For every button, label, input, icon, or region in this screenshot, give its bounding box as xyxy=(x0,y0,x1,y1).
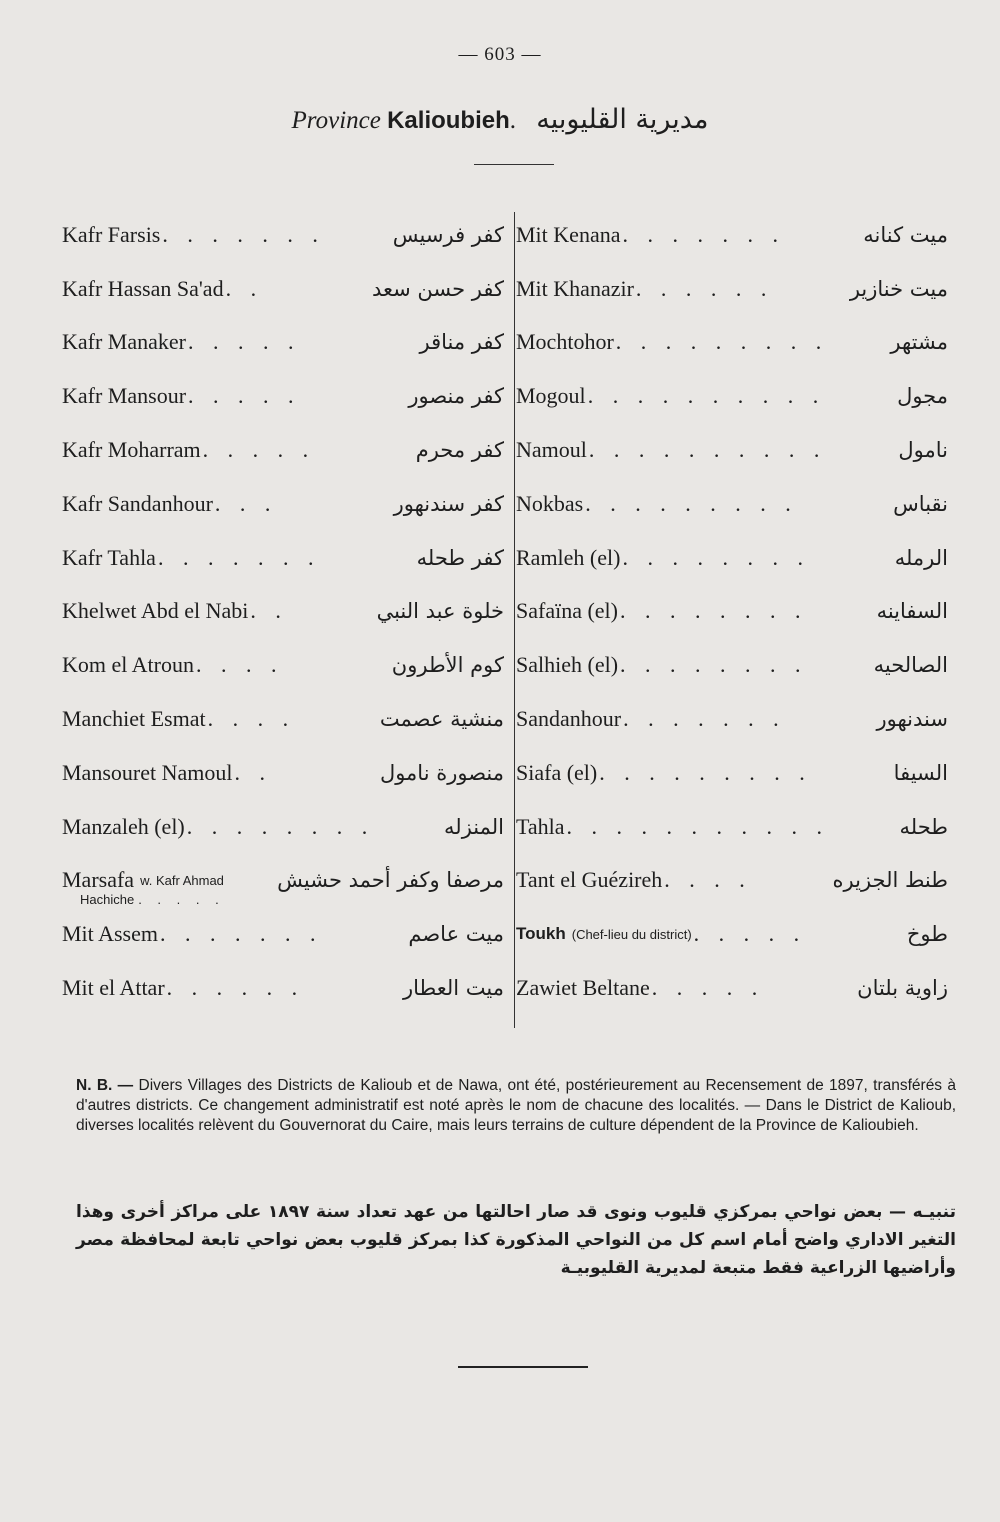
locality-row xyxy=(516,692,954,746)
locality-arabic-name: طحله xyxy=(899,814,948,839)
locality-row xyxy=(516,369,954,423)
locality-name: Kafr Manaker xyxy=(62,329,186,355)
leader-dots: . . . . . . . xyxy=(623,706,786,732)
locality-arabic-name: كفر طحله xyxy=(416,545,504,570)
locality-name: Mit el Attar xyxy=(62,975,165,1001)
leader-dots: . . xyxy=(250,598,288,624)
leader-dots: . . . . . . . . . . . xyxy=(566,813,830,839)
locality-name: Kom el Atroun xyxy=(62,652,194,678)
locality-name: Manzaleh (el) xyxy=(62,813,185,839)
locality-name: Khelwet Abd el Nabi xyxy=(62,598,249,624)
locality-name: Toukh xyxy=(516,924,566,944)
locality-arabic-name: كفر حسن سعد xyxy=(371,276,504,301)
locality-row xyxy=(62,585,510,639)
locality-name: Mogoul xyxy=(516,383,586,409)
continuation-text: Hachiche xyxy=(80,891,135,907)
locality-row xyxy=(62,907,510,961)
locality-row xyxy=(516,638,954,692)
locality-name-continuation xyxy=(80,892,225,907)
leader-dots: . . . . . . . xyxy=(162,221,325,247)
leader-dots: . . . . . . . . xyxy=(186,813,375,839)
locality-row xyxy=(62,692,510,746)
leader-dots: . . . . . . . . xyxy=(620,652,808,678)
locality-name: Ramleh (el) xyxy=(516,544,621,570)
french-note xyxy=(76,1076,956,1136)
locality-name: Kafr Tahla xyxy=(62,544,156,570)
locality-name: Kafr Sandanhour xyxy=(62,490,213,516)
page-number: — 603 — xyxy=(458,44,542,65)
locality-name: Mit Kenana xyxy=(516,221,621,247)
locality-arabic-name: مرصفا وكفر أحمد حشيش xyxy=(277,868,504,893)
leader-dots: . . . . xyxy=(664,867,752,893)
locality-arabic-name: زاوية بلتان xyxy=(857,976,948,1001)
title-arabic: مديرية القليوبيه xyxy=(536,104,709,135)
leader-dots: . . . . . . . . . xyxy=(615,329,829,355)
locality-row xyxy=(62,477,510,531)
leader-dots: . . . . . . . . . . xyxy=(587,383,826,409)
locality-row xyxy=(516,423,954,477)
locality-name: Tahla xyxy=(516,813,565,839)
locality-arabic-name: سندنهور xyxy=(876,707,948,732)
locality-row xyxy=(62,208,510,262)
locality-arabic-name: نقباس xyxy=(893,491,948,516)
leader-dots: . . . . . xyxy=(202,437,316,463)
locality-arabic-name: ميت كنانه xyxy=(863,222,948,247)
leader-dots: . . . . xyxy=(207,706,296,732)
title-province-name: Kalioubieh xyxy=(387,107,510,134)
leader-dots: . . . . . . . xyxy=(622,221,785,247)
locality-arabic-name: السيفا xyxy=(893,760,948,785)
locality-row xyxy=(62,423,510,477)
leader-dots: . . . . . xyxy=(138,891,225,907)
leader-dots: . . . . . xyxy=(188,383,301,409)
locality-row xyxy=(516,531,954,585)
arabic-note: تنبيـه — بعض نواحي بمركزي قليوب ونوى قد صار احالتها من عهد تعداد سنة ١٨٩٧ على مراكز أخرى وهذا التغير الاداري واضح أمام اسم كل من النواحي المذكورة كذا بمركز قليوب بعض نواحي تابعة لمحافظة مصر وأراضيها الزراعية فقط متبعة لمديرية القليوبيـة xyxy=(76,1202,956,1278)
leader-dots: . . . . . xyxy=(693,921,807,947)
locality-arabic-name: كوم الأطرون xyxy=(391,653,504,678)
locality-name: Siafa (el) xyxy=(516,759,598,785)
leader-dots: . . . . . . . . xyxy=(620,598,808,624)
locality-row xyxy=(516,961,954,1015)
locality-row xyxy=(62,961,510,1015)
note-label: N. B. — xyxy=(76,1077,134,1094)
locality-arabic-name: كفر مناقر xyxy=(419,330,504,355)
locality-name: Sandanhour xyxy=(516,706,622,732)
locality-name: Safaïna (el) xyxy=(516,598,618,624)
column-divider xyxy=(514,212,515,1028)
locality-row xyxy=(62,316,510,370)
locality-name: Kafr Farsis xyxy=(62,221,161,247)
locality-name: Marsafa xyxy=(62,867,135,893)
locality-row xyxy=(516,316,954,370)
title-prefix: Province xyxy=(291,107,381,134)
locality-arabic-name: طنط الجزيره xyxy=(832,868,948,893)
leader-dots: . . . . . . . xyxy=(159,921,323,947)
locality-arabic-name: ميت العطار xyxy=(402,976,504,1001)
locality-row xyxy=(62,369,510,423)
locality-arabic-name: منصورة نامول xyxy=(379,760,504,785)
locality-row xyxy=(62,638,510,692)
leader-dots: . . . . xyxy=(196,652,284,678)
leader-dots: . . . . . . . . . . xyxy=(588,437,827,463)
leader-dots: . . . . . xyxy=(188,329,301,355)
locality-row xyxy=(516,208,954,262)
leader-dots: . . . . . . xyxy=(635,275,774,301)
page-title: Province Kalioubieh. مديرية القليوبيه xyxy=(291,104,709,135)
locality-row xyxy=(516,746,954,800)
locality-row xyxy=(516,800,954,854)
bottom-divider xyxy=(458,1366,588,1368)
locality-arabic-name: خلوة عبد النبي xyxy=(376,599,504,624)
locality-row xyxy=(62,746,510,800)
left-column xyxy=(62,208,510,1015)
locality-name: Mit Khanazir xyxy=(516,275,634,301)
locality-name-extra: w. Kafr Ahmad xyxy=(140,872,224,888)
locality-arabic-name: نامول xyxy=(898,438,948,463)
leader-dots: . . . . . xyxy=(651,975,765,1001)
locality-arabic-name: السفاينه xyxy=(876,599,948,624)
leader-dots: . . xyxy=(225,275,264,301)
locality-name: Tant el Guézireh xyxy=(516,867,663,893)
locality-row xyxy=(516,477,954,531)
note-text: Divers Villages des Districts de Kalioub et de Nawa, ont été, postérieurement au Recensement de 1897, transférés à d'autres districts. Ce changement administratif est noté après le nom de chacune des localités. — Dans le District de Kalioub, diverses localités relèvent du Gouvernorat du Caire, mais leurs terrains de culture dépendent de la Province de Kalioubieh. xyxy=(76,1077,957,1134)
locality-row xyxy=(62,854,510,908)
locality-name: Salhieh (el) xyxy=(516,652,619,678)
leader-dots: . . . . . . . . . xyxy=(585,490,798,516)
title-divider xyxy=(474,164,554,165)
locality-arabic-name: كفر محرم xyxy=(415,438,504,463)
locality-name: Kafr Moharram xyxy=(62,437,201,463)
locality-name: Namoul xyxy=(516,437,587,463)
locality-name: Mochtohor xyxy=(516,329,614,355)
leader-dots: . . . . . . . xyxy=(157,544,321,570)
locality-name: Manchiet Esmat xyxy=(62,706,206,732)
chef-lieu-note: (Chef-lieu du district) xyxy=(571,926,692,942)
leader-dots: . . . . . . xyxy=(166,975,305,1001)
leader-dots: . . . . . . . . xyxy=(622,544,810,570)
locality-arabic-name: مشتهر xyxy=(890,330,948,355)
locality-row xyxy=(62,262,510,316)
locality-name: Mansouret Namoul xyxy=(62,759,233,785)
locality-arabic-name: مجول xyxy=(897,384,948,409)
locality-arabic-name: ميت عاصم xyxy=(408,922,504,947)
locality-name: Kafr Mansour xyxy=(62,383,187,409)
right-column xyxy=(516,208,954,1015)
locality-name: Nokbas xyxy=(516,490,584,516)
locality-row xyxy=(516,585,954,639)
locality-row xyxy=(62,800,510,854)
locality-row xyxy=(516,907,954,961)
locality-arabic-name: طوخ xyxy=(906,922,948,947)
locality-row xyxy=(516,854,954,908)
locality-arabic-name: كفر منصور xyxy=(408,384,504,409)
locality-row xyxy=(62,531,510,585)
locality-arabic-name: منشية عصمت xyxy=(379,707,504,732)
locality-arabic-name: كفر سندنهور xyxy=(393,491,504,516)
locality-name: Zawiet Beltane xyxy=(516,975,650,1001)
locality-arabic-name: كفر فرسيس xyxy=(392,222,504,247)
locality-name: Mit Assem xyxy=(62,921,158,947)
leader-dots: . . . . . . . . . xyxy=(599,759,812,785)
locality-arabic-name: الصالحيه xyxy=(873,653,948,678)
locality-arabic-name: الرمله xyxy=(894,545,948,570)
leader-dots: . . . xyxy=(214,490,278,516)
leader-dots: . . xyxy=(234,759,272,785)
locality-name: Kafr Hassan Sa'ad xyxy=(62,275,224,301)
locality-arabic-name: ميت خنازير xyxy=(849,276,948,301)
locality-row xyxy=(516,262,954,316)
locality-arabic-name: المنزله xyxy=(444,814,504,839)
